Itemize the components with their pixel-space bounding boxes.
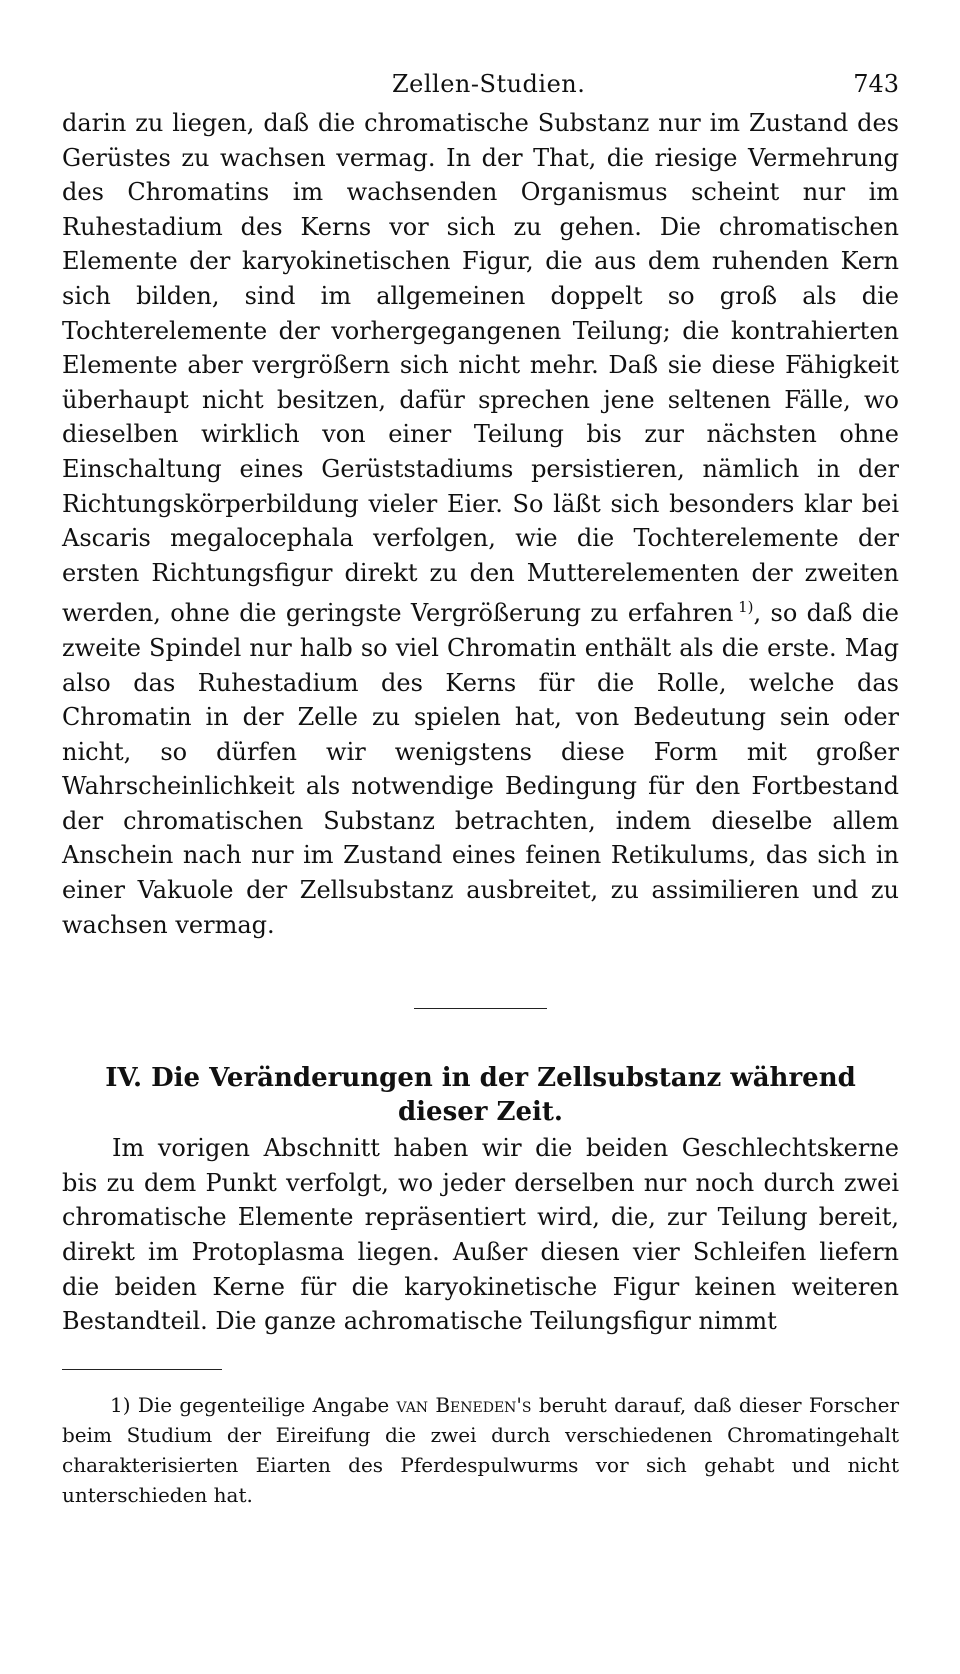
section-heading	[62, 1061, 899, 1129]
footnote-text-continued: beruht darauf, daß dieser Forscher beim Studium der Eireifung die zwei durch verschiedenen Chromatingehalt charakterisierten Eiarten des Pferdespulwurms vor sich gehabt und nicht unterschieden hat.	[62, 1392, 900, 1507]
page-number: 743	[853, 70, 899, 98]
section-heading-line: dieser Zeit.	[398, 1097, 563, 1128]
footnote	[62, 1390, 899, 1510]
section-divider	[414, 1008, 547, 1009]
paragraph-text: darin zu liegen, daß die chromatische Substanz nur im Zustand des Gerüstes zu wachsen vermag. In der That, die riesige Vermehrung des Chromatins im wachsenden Organismus scheint nur im Ruhestadium des Kerns vor sich zu gehen. Die chromatischen Elemente der karyokinetischen Figur, die aus dem ruhenden Kern sich bilden, sind im allgemeinen doppelt so groß als die Tochterelemente der vorhergegangenen Teilung; die kontrahierten Elemente aber vergrößern sich nicht mehr. Daß sie diese Fähigkeit überhaupt nicht besitzen, dafür sprechen jene seltenen Fälle, wo dieselben wirklich von einer Teilung bis zur nächsten ohne Einschaltung eines Gerüststadiums persistieren, nämlich in der Richtungskörperbildung vieler Eier. So läßt sich besonders klar bei Ascaris megalocephala verfolgen, wie die Tochterelemente der ersten Richtungsfigur direkt zu den Mutterelementen der zweiten werden, ohne die geringste Vergrößerung zu erfahren	[62, 109, 899, 628]
book-page	[62, 66, 899, 1510]
running-title: Zellen-Studien.	[392, 70, 586, 98]
section-paragraph: Im vorigen Abschnitt haben wir die beiden Geschlechtskerne bis zu dem Punkt verfolgt, wo jeder derselben nur noch durch zwei chromatische Elemente repräsentiert wird, die, zur Teilung bereit, direkt im Protoplasma liegen. Außer diesen vier Schleifen liefern die beiden Kerne für die karyokinetische Figur keinen weiteren Bestandteil. Die ganze achromatische Teilungsfigur nimmt	[62, 1134, 899, 1336]
footnote-marker: 1)	[110, 1392, 131, 1417]
section-heading-line: IV. Die Veränderungen in der Zellsubstanz während	[105, 1063, 856, 1094]
running-header	[62, 66, 899, 102]
body-paragraph	[62, 106, 899, 942]
footnote-reference: 1)	[738, 598, 754, 617]
paragraph-text-continued: , so daß die zweite Spindel nur halb so viel Chromatin enthält als die erste. Mag also das Ruhestadium des Kerns für die Rolle, welche das Chromatin in der Zelle zu spielen hat, von Bedeutung sein oder nicht, so dürfen wir wenigstens diese Form mit großer Wahrscheinlichkeit als notwendige Bedingung für den Fortbestand der chromatischen Substanz betrachten, indem dieselbe allem Anschein nach nur im Zustand eines feinen Retikulums, das sich in einer Vakuole der Zellsubstanz ausbreitet, zu assimilieren und zu wachsen vermag.	[62, 599, 899, 939]
footnote-author: van Beneden's	[396, 1392, 532, 1417]
footnote-divider	[62, 1369, 222, 1370]
footnote-text: Die gegenteilige Angabe	[137, 1392, 390, 1417]
